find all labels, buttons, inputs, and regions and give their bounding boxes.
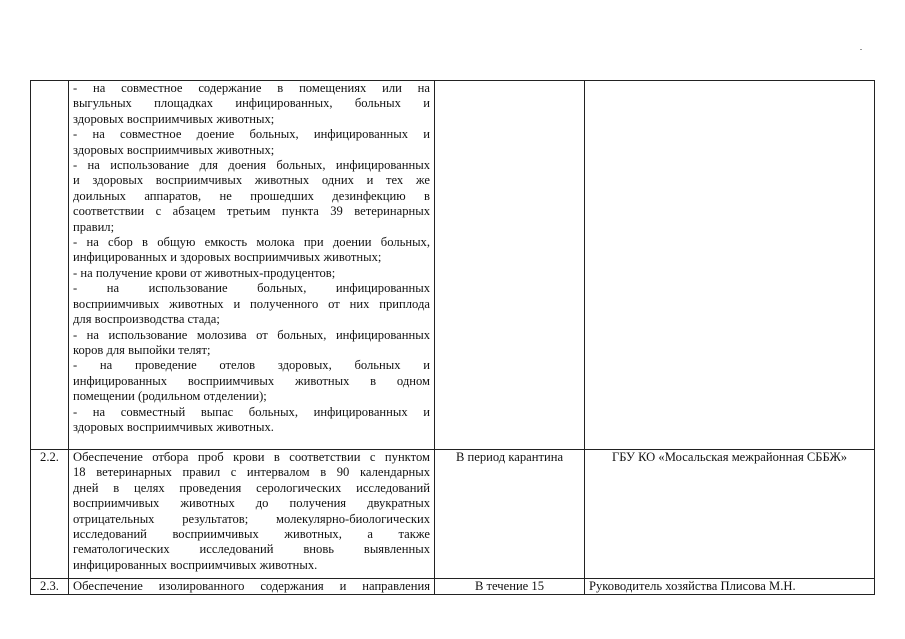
text-line: - на использование больных, инфицированных xyxy=(73,281,430,296)
text-line: - на использование для доения больных, инфицированных xyxy=(73,158,430,173)
text-line: инфицированных восприимчивых животных в одном xyxy=(73,373,430,388)
text-line: восприимчивых животных и полученного от них приплода xyxy=(73,296,430,311)
text-line: здоровых восприимчивых животных; xyxy=(73,111,275,126)
measure-text-cell xyxy=(69,450,435,579)
text-line: исследований восприимчивых животных, а также xyxy=(73,527,430,542)
text-line: гематологических исследований вновь выявленных xyxy=(73,542,430,557)
text-line: - на использование молозива от больных, инфицированных xyxy=(73,327,430,342)
text-line: восприимчивых животных до получения двукратных xyxy=(73,496,430,511)
scan-speck xyxy=(860,49,862,50)
table-row xyxy=(31,579,875,595)
text-line: - на совместное доение больных, инфицированных и xyxy=(73,127,430,142)
row-number-cell xyxy=(31,81,69,450)
responsible-cell: ГБУ КО «Мосальская межрайонная СББЖ» xyxy=(585,450,875,579)
text-line: - на совместный выпас больных, инфицированных и xyxy=(73,404,430,419)
row-number-cell: 2.2. xyxy=(31,450,69,579)
text-line: Обеспечение отбора проб крови в соответствии с пунктом xyxy=(73,450,430,464)
text-line: 18 ветеринарных правил с интервалом в 90 календарных xyxy=(73,465,430,480)
text-line: Обеспечение изолированного содержания и направления xyxy=(73,579,430,593)
responsible-cell: Руководитель хозяйства Плисова М.Н. xyxy=(585,579,875,595)
text-line: - на получение крови от животных-продуцентов; xyxy=(73,265,336,280)
text-line: соответствии с абзацем третьим пункта 39 ветеринарных xyxy=(73,204,430,219)
text-line: для воспроизводства стада; xyxy=(73,312,220,327)
text-line: инфицированных восприимчивых животных. xyxy=(73,557,318,572)
text-line: доильных аппаратов, не прошедших дезинфекцию в xyxy=(73,188,430,203)
text-line: помещении (родильном отделении); xyxy=(73,389,267,404)
text-line: - на сбор в общую емкость молока при доении больных, xyxy=(73,235,430,250)
table-row xyxy=(31,450,875,579)
text-line: здоровых восприимчивых животных. xyxy=(73,419,274,434)
text-line: - на совместное содержание в помещениях или на xyxy=(73,81,430,95)
term-cell xyxy=(435,81,585,450)
measures-table xyxy=(30,80,875,595)
term-cell: В течение 15 xyxy=(435,579,585,595)
text-line: правил; xyxy=(73,219,115,234)
text-line: инфицированных и здоровых восприимчивых животных; xyxy=(73,250,382,265)
text-line: здоровых восприимчивых животных; xyxy=(73,142,275,157)
table-row-continuation xyxy=(31,81,875,450)
row-number-cell: 2.3. xyxy=(31,579,69,595)
text-line: выгульных площадках инфицированных, больных и xyxy=(73,96,430,111)
text-line: коров для выпойки телят; xyxy=(73,342,211,357)
term-cell: В период карантина xyxy=(435,450,585,579)
measure-text-cell xyxy=(69,579,435,595)
text-line: дней в целях проведения серологических исследований xyxy=(73,480,430,495)
measure-text-cell xyxy=(69,81,435,450)
text-line: - на проведение отелов здоровых, больных и xyxy=(73,358,430,373)
text-line: отрицательных результатов; молекулярно-биологических xyxy=(73,511,430,526)
responsible-cell xyxy=(585,81,875,450)
text-line: и здоровых восприимчивых животных одних и тех же xyxy=(73,173,430,188)
